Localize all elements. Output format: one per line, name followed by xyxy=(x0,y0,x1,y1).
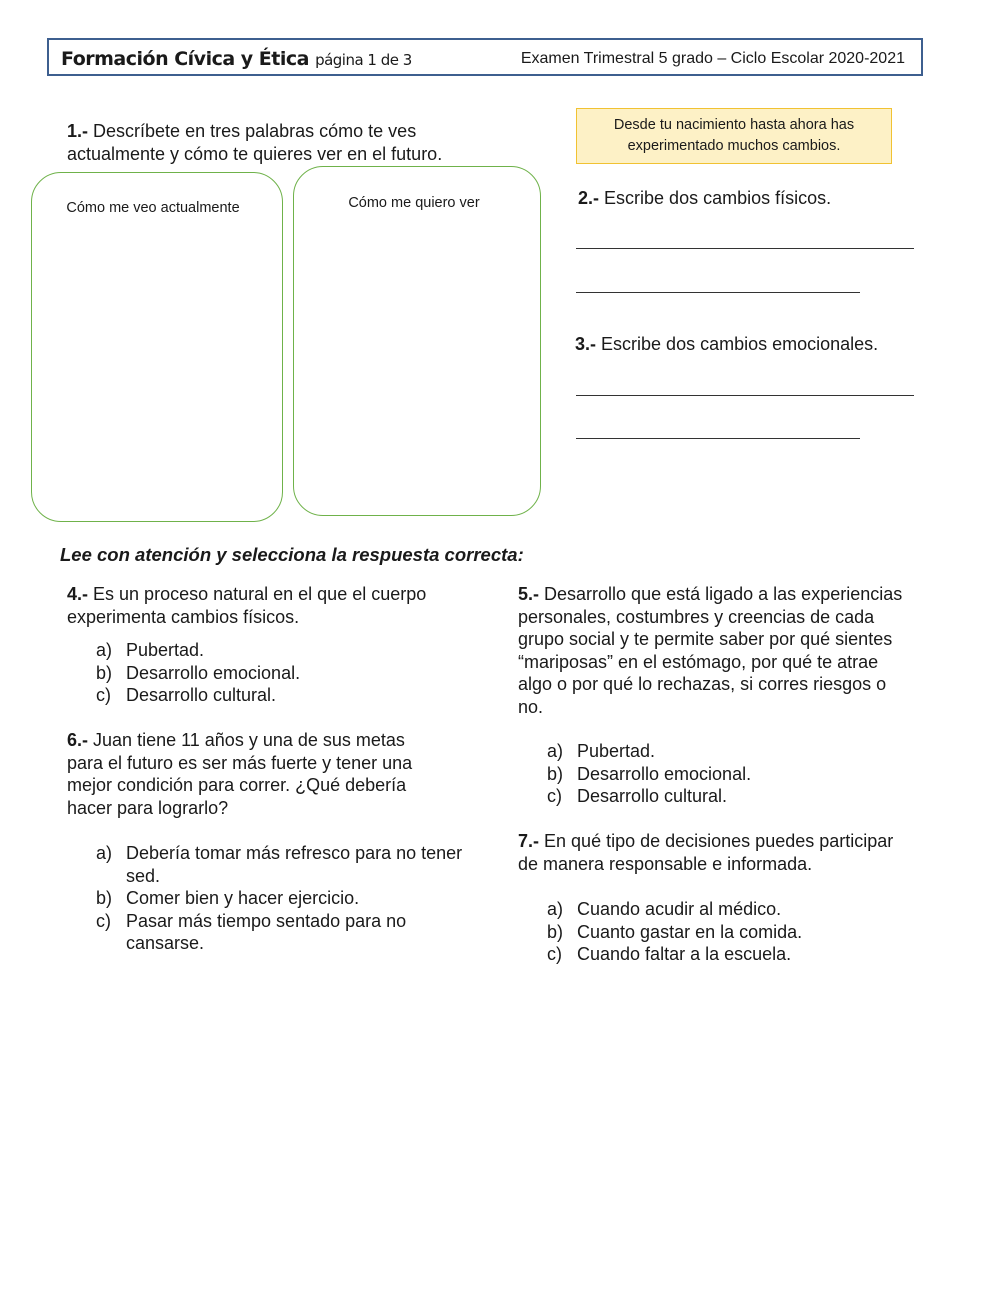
question-text-line: no. xyxy=(518,696,544,717)
options-q4 xyxy=(96,639,476,707)
question-number: 4.- xyxy=(67,584,89,604)
option-letter: b) xyxy=(96,662,113,683)
option-letter: a) xyxy=(547,741,564,761)
subject-name: Formación Cívica y Ética xyxy=(61,48,309,70)
question-text-line: hacer para lograrlo? xyxy=(67,797,229,818)
box-label-current: Cómo me veo actualmente xyxy=(66,200,240,216)
question-number: 6.- xyxy=(67,730,89,750)
instruction: Lee con atención y selecciona la respuesta correcta: xyxy=(60,544,524,565)
page-indicator: página 1 de 3 xyxy=(315,51,412,69)
option-c[interactable] xyxy=(96,684,476,707)
option-letter: b) xyxy=(96,888,113,908)
answer-line[interactable] xyxy=(576,292,860,293)
option-b[interactable] xyxy=(547,921,947,944)
question-7 xyxy=(518,830,968,875)
question-3 xyxy=(575,333,878,356)
option-b[interactable] xyxy=(547,763,947,786)
option-letter: a) xyxy=(96,843,113,863)
option-letter: a) xyxy=(547,899,564,919)
subject-title xyxy=(61,48,412,70)
question-2 xyxy=(578,187,831,210)
options-q6 xyxy=(96,842,466,955)
box-label-future: Cómo me quiero ver xyxy=(348,195,480,211)
options-q7 xyxy=(547,898,947,966)
option-letter: b) xyxy=(547,763,564,784)
question-text-line: para el futuro es ser más fuerte y tener una xyxy=(67,752,413,773)
option-text: Desarrollo emocional. xyxy=(577,763,752,784)
question-text-line: Juan tiene 11 años y una de sus metas xyxy=(93,730,405,750)
question-text-line: algo o por qué lo rechazas, si corres riesgos o xyxy=(518,674,887,694)
answer-line[interactable] xyxy=(576,438,860,439)
option-c[interactable] xyxy=(96,910,466,955)
option-a[interactable] xyxy=(547,740,947,763)
option-text: Cuando faltar a la escuela. xyxy=(577,944,792,964)
note-line: experimentado muchos cambios. xyxy=(627,138,841,154)
question-text: Escribe dos cambios físicos. xyxy=(604,188,832,208)
option-text: Desarrollo cultural. xyxy=(577,786,728,806)
option-b[interactable] xyxy=(96,887,466,910)
question-text-line: Descríbete en tres palabras cómo te ves xyxy=(93,121,417,141)
option-a[interactable] xyxy=(96,639,476,662)
option-c[interactable] xyxy=(547,785,947,808)
option-a[interactable] xyxy=(547,898,947,921)
option-b[interactable] xyxy=(96,662,476,685)
question-number: 2.- xyxy=(578,188,600,208)
question-text-line: grupo social y te permite saber por qué sientes xyxy=(518,629,893,649)
page-header xyxy=(47,38,923,76)
option-text: Comer bien y hacer ejercicio. xyxy=(126,888,360,908)
option-text: Desarrollo emocional. xyxy=(126,662,301,683)
option-c[interactable] xyxy=(547,943,947,966)
question-5 xyxy=(518,583,968,718)
question-4 xyxy=(67,583,487,628)
exam-title: Examen Trimestral 5 grado – Ciclo Escolar 2020-2021 xyxy=(520,50,905,67)
option-text: Pubertad. xyxy=(577,741,656,761)
question-text-line: mejor condición para correr. ¿Qué debería xyxy=(67,775,407,795)
option-text: Pubertad. xyxy=(126,640,205,660)
option-letter: c) xyxy=(547,786,562,806)
option-text: Desarrollo cultural. xyxy=(126,685,277,705)
info-note xyxy=(576,108,892,164)
option-text: Cuando acudir al médico. xyxy=(577,899,782,919)
question-1 xyxy=(67,120,442,165)
option-a[interactable] xyxy=(96,842,466,887)
question-text-line: Desarrollo que está ligado a las experiencias xyxy=(544,584,903,604)
question-text-line: personales, costumbres y creencias de cada xyxy=(518,606,875,627)
question-text-line: En qué tipo de decisiones puedes participar xyxy=(544,831,894,851)
question-text-line: de manera responsable e informada. xyxy=(518,853,813,874)
note-line: Desde tu nacimiento hasta ahora has xyxy=(613,117,855,133)
options-q5 xyxy=(547,740,947,808)
question-text-line: Es un proceso natural en el que el cuerpo xyxy=(93,584,427,604)
option-letter: c) xyxy=(547,944,562,964)
question-text-line: “mariposas” en el estómago, por qué te atrae xyxy=(518,651,879,672)
answer-box-current[interactable] xyxy=(31,172,283,522)
option-text: Debería tomar más refresco para no tener sed. xyxy=(126,843,463,886)
question-6 xyxy=(67,729,487,819)
question-text: Escribe dos cambios emocionales. xyxy=(601,334,879,354)
option-letter: a) xyxy=(96,640,113,660)
question-number: 1.- xyxy=(67,121,89,141)
question-text-line: experimenta cambios físicos. xyxy=(67,606,300,627)
answer-box-future[interactable] xyxy=(293,166,541,516)
option-text: Pasar más tiempo sentado para no cansarse. xyxy=(126,910,407,953)
question-text-line: actualmente y cómo te quieres ver en el futuro. xyxy=(67,143,443,164)
answer-line[interactable] xyxy=(576,395,914,396)
answer-line[interactable] xyxy=(576,248,914,249)
option-letter: b) xyxy=(547,921,564,942)
question-number: 7.- xyxy=(518,831,540,851)
option-text: Cuanto gastar en la comida. xyxy=(577,921,803,942)
option-letter: c) xyxy=(96,910,111,931)
question-number: 3.- xyxy=(575,334,597,354)
option-letter: c) xyxy=(96,685,111,705)
question-number: 5.- xyxy=(518,584,540,604)
